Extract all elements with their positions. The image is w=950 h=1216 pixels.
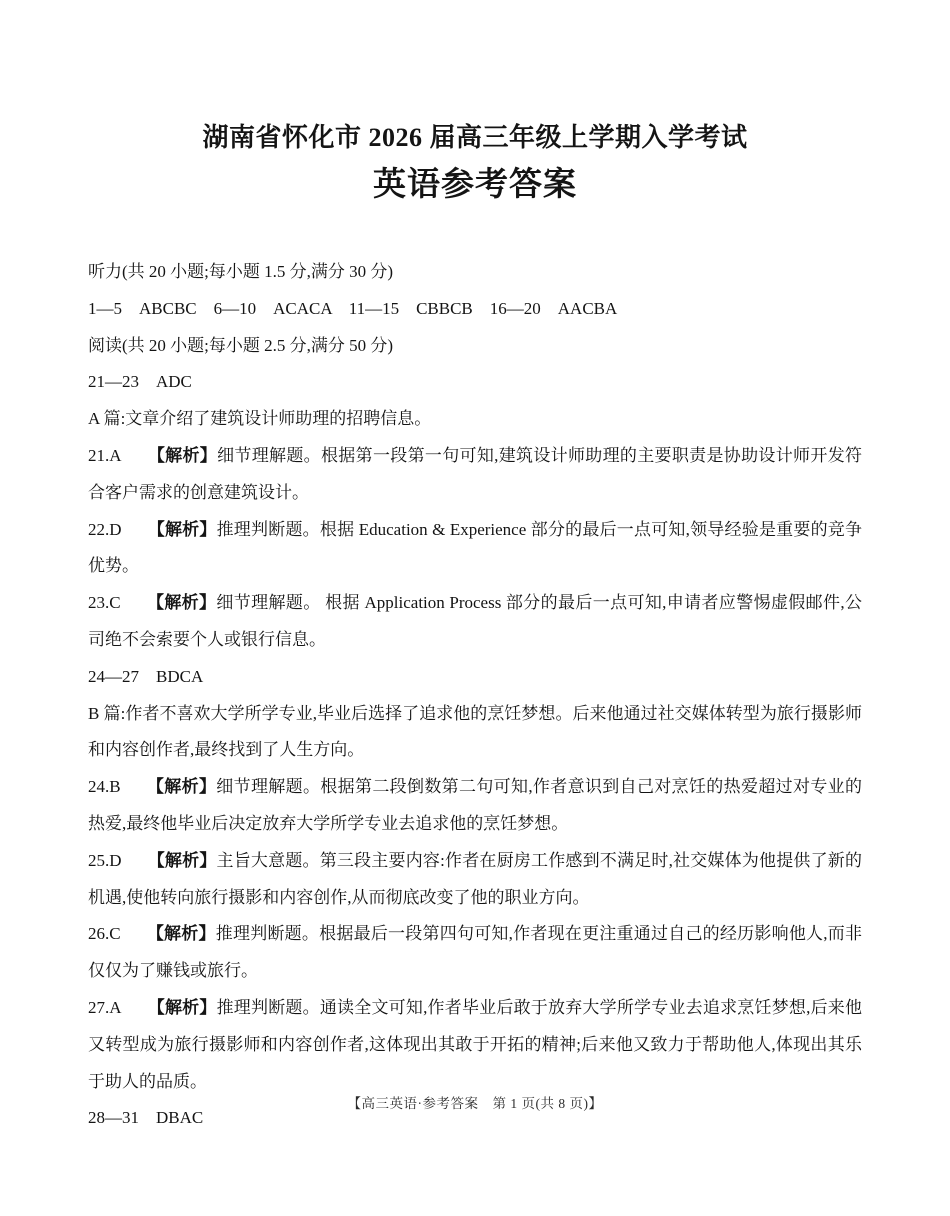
question-number: 22.D xyxy=(88,519,122,539)
passage-a-summary: A 篇:文章介绍了建筑设计师助理的招聘信息。 xyxy=(88,409,432,429)
question-number: 27.A xyxy=(88,997,122,1017)
question-number: 26.C xyxy=(88,924,121,944)
analysis-label: 【解析】 xyxy=(146,924,216,944)
explanation-item-26 xyxy=(88,916,862,990)
analysis-label: 【解析】 xyxy=(147,445,218,465)
analysis-text: 推理判断题。根据最后一段第四句可知,作者现在更注重通过自己的经历影响他人,而非仅仅为了赚钱或旅行。 xyxy=(88,924,863,981)
page-subtitle: 英语参考答案 xyxy=(373,167,577,203)
explanation-item-22 xyxy=(88,512,862,586)
explanation-item-27 xyxy=(88,990,862,1100)
analysis-label: 【解析】 xyxy=(147,850,217,870)
explanation-item-23 xyxy=(88,585,862,659)
question-number: 24.B xyxy=(88,777,121,797)
analysis-label: 【解析】 xyxy=(146,777,217,797)
page-title: 湖南省怀化市 2026 届高三年级上学期入学考试 xyxy=(202,123,748,152)
question-number: 25.D xyxy=(88,850,122,870)
passage-c-answers-line: 28—31 DBAC xyxy=(88,1108,204,1128)
page-footer: 【高三英语·参考答案 第 1 页(共 8 页)】 xyxy=(347,1096,603,1111)
passage-b-answers-line: 24—27 BDCA xyxy=(88,666,204,686)
listening-answers-line: 1—5 ABCBC 6—10 ACACA 11—15 CBBCB 16—20 AACBA xyxy=(88,298,618,318)
analysis-text: 细节理解题。根据第一段第一句可知,建筑设计师助理的主要职责是协助设计师开发符合客户需求的创意建筑设计。 xyxy=(88,445,863,502)
explanation-item-24 xyxy=(88,769,862,843)
question-number: 21.A xyxy=(88,445,122,465)
passage-a-answers-line: 21—23 ADC xyxy=(88,372,192,392)
question-number: 23.C xyxy=(88,593,121,613)
analysis-text: 细节理解题。根据第二段倒数第二句可知,作者意识到自己对烹饪的热爱超过对专业的热爱,最终他毕业后决定放弃大学所学专业去追求他的烹饪梦想。 xyxy=(88,777,863,833)
analysis-label: 【解析】 xyxy=(147,519,217,539)
analysis-text: 推理判断题。通读全文可知,作者毕业后敢于放弃大学所学专业去追求烹饪梦想,后来他又转型成为旅行摄影师和内容创作者,这体现出其敢于开拓的精神;后来他又致力于帮助他人,体现出其乐于助人的品质。 xyxy=(88,997,863,1091)
analysis-text: 细节理解题。 根据 Application Process 部分的最后一点可知,申请者应警惕虚假邮件,公司绝不会索要个人或银行信息。 xyxy=(88,593,863,649)
reading-section-header: 阅读(共 20 小题;每小题 2.5 分,满分 50 分) xyxy=(88,335,394,355)
passage-b-summary: B 篇:作者不喜欢大学所学专业,毕业后选择了追求他的烹饪梦想。后来他通过社交媒体转型为旅行摄影师和内容创作者,最终找到了人生方向。 xyxy=(88,703,862,760)
analysis-text: 推理判断题。根据 Education & Experience 部分的最后一点可知,领导经验是重要的竞争优势。 xyxy=(88,519,863,576)
document-body xyxy=(88,254,862,1137)
analysis-label: 【解析】 xyxy=(146,593,217,613)
explanation-item-21 xyxy=(88,438,862,512)
listening-section-header: 听力(共 20 小题;每小题 1.5 分,满分 30 分) xyxy=(88,262,394,281)
analysis-label: 【解析】 xyxy=(147,997,217,1017)
analysis-text: 主旨大意题。第三段主要内容:作者在厨房工作感到不满足时,社交媒体为他提供了新的机遇,使他转向旅行摄影和内容创作,从而彻底改变了他的职业方向。 xyxy=(88,850,863,907)
explanation-item-25 xyxy=(88,843,862,917)
